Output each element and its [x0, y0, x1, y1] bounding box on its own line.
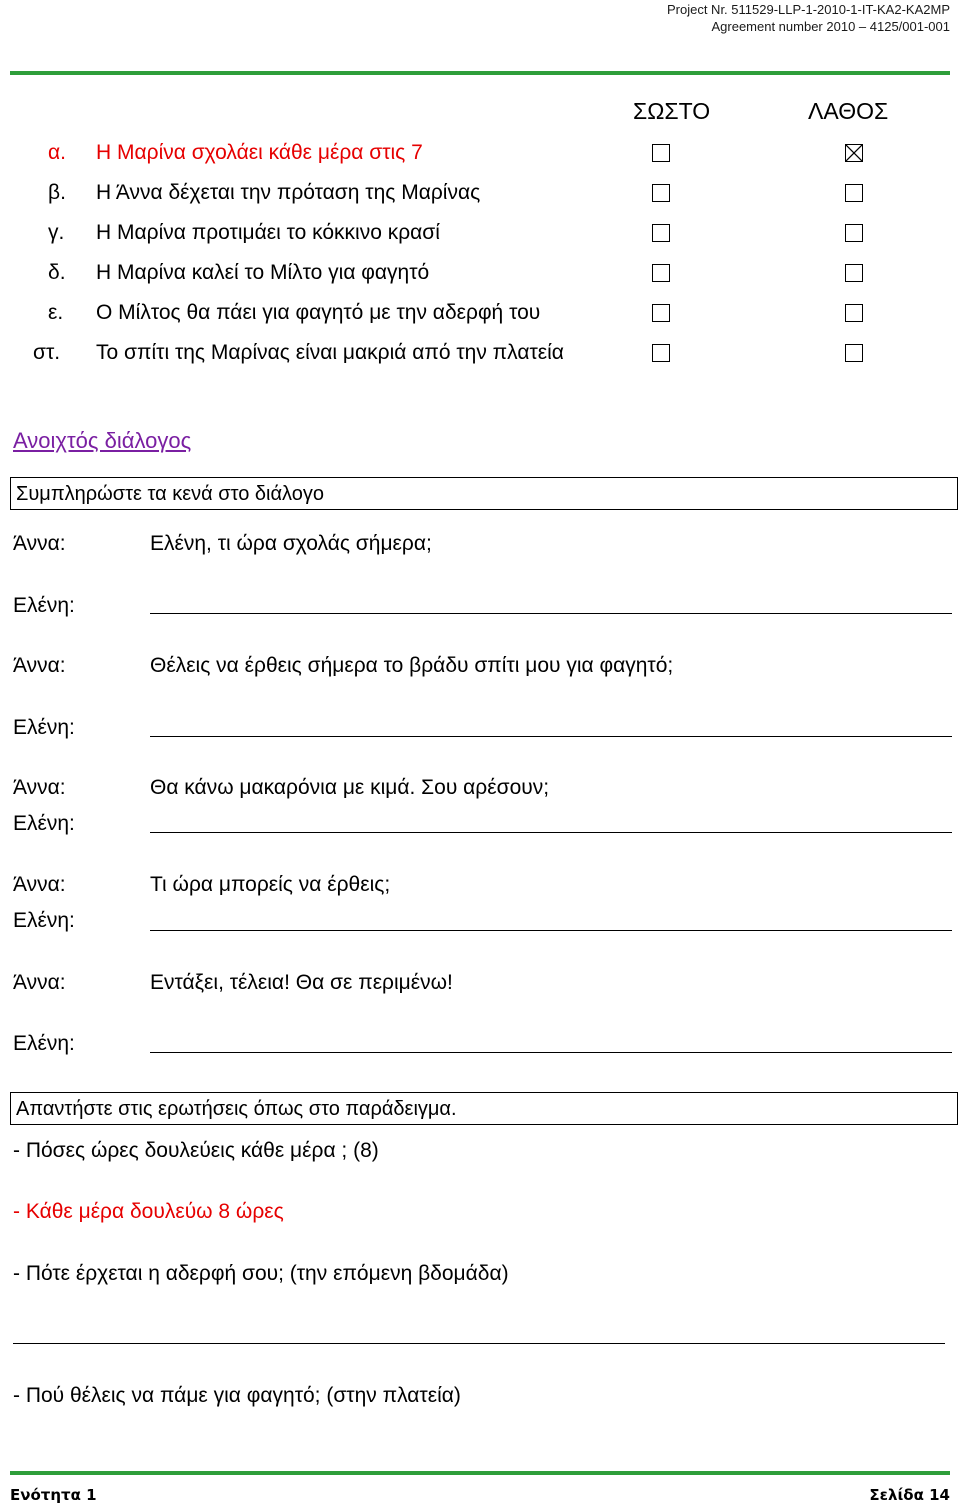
tf-row: [0, 341, 960, 381]
speaker-label: Άννα:: [13, 776, 66, 799]
true-checkbox[interactable]: [652, 264, 670, 282]
dialogue-line: Θα κάνω μακαρόνια με κιμά. Σου αρέσουν;: [150, 776, 550, 799]
answer-blank[interactable]: [150, 613, 952, 614]
question-item: - Πού θέλεις να πάμε για φαγητό; (στην πλατεία): [13, 1384, 461, 1407]
speaker-label: Ελένη:: [13, 594, 75, 617]
tf-row-statement: Ο Μίλτος θα πάει για φαγητό με την αδερφή του: [96, 301, 541, 324]
tf-row-statement: Η Μαρίνα προτιμάει το κόκκινο κρασί: [96, 221, 440, 244]
tf-row-statement: Η Μαρίνα σχολάει κάθε μέρα στις 7: [96, 141, 423, 164]
speaker-label: Άννα:: [13, 654, 66, 677]
tf-row: [0, 221, 960, 261]
tf-row-statement: Η Άννα δέχεται την πρόταση της Μαρίνας: [96, 181, 481, 204]
tf-row-number: δ.: [48, 261, 66, 284]
tf-row: [0, 141, 960, 181]
answer-blank[interactable]: [150, 832, 952, 833]
footer-rule: [10, 1471, 950, 1475]
agreement-number: Agreement number 2010 – 4125/001-001: [711, 19, 950, 34]
tf-row-number: στ.: [33, 341, 61, 364]
false-checkbox-checked[interactable]: [845, 144, 863, 162]
true-checkbox[interactable]: [652, 144, 670, 162]
speaker-label: Άννα:: [13, 971, 66, 994]
cross-mark-icon: [846, 145, 862, 161]
tf-row-statement: Το σπίτι της Μαρίνας είναι μακριά από την πλατεία: [96, 341, 564, 364]
answer-blank[interactable]: [150, 930, 952, 931]
questions-instruction: Απαντήστε στις ερωτήσεις όπως στο παράδειγμα.: [16, 1098, 457, 1120]
section-title: Ανοιχτός διάλογος: [13, 428, 192, 453]
false-checkbox[interactable]: [845, 224, 863, 242]
col-true-header: ΣΩΣΤΟ: [633, 98, 711, 124]
speaker-label: Άννα:: [13, 873, 66, 896]
answer-blank[interactable]: [13, 1343, 945, 1344]
tf-row-number: γ.: [48, 221, 65, 244]
dialogue-line: Ελένη, τι ώρα σχολάς σήμερα;: [150, 532, 432, 555]
true-checkbox[interactable]: [652, 344, 670, 362]
false-checkbox[interactable]: [845, 344, 863, 362]
tf-row-number: ε.: [48, 301, 64, 324]
tf-row-statement: Η Μαρίνα καλεί το Μίλτο για φαγητό: [96, 261, 430, 284]
question-item: - Πότε έρχεται η αδερφή σου; (την επόμενη βδομάδα): [13, 1262, 509, 1285]
speaker-label: Άννα:: [13, 532, 66, 555]
question-item: - Πόσες ώρες δουλεύεις κάθε μέρα ; (8): [13, 1139, 379, 1162]
false-checkbox[interactable]: [845, 304, 863, 322]
tf-row-number: β.: [48, 181, 66, 204]
header-rule: [10, 71, 950, 75]
dialogue-instruction: Συμπληρώστε τα κενά στο διάλογο: [16, 483, 324, 505]
true-checkbox[interactable]: [652, 224, 670, 242]
dialogue-line: Τι ώρα μπορείς να έρθεις;: [150, 873, 391, 896]
example-answer: - Κάθε μέρα δουλεύω 8 ώρες: [13, 1200, 284, 1223]
project-number: Project Nr. 511529-LLP-1-2010-1-IT-KA2-KA2MP: [666, 2, 950, 17]
dialogue-instruction-box: [10, 477, 958, 510]
true-checkbox[interactable]: [652, 304, 670, 322]
false-checkbox[interactable]: [845, 184, 863, 202]
tf-row-number: α.: [48, 141, 66, 164]
tf-row: [0, 181, 960, 221]
speaker-label: Ελένη:: [13, 909, 75, 932]
speaker-label: Ελένη:: [13, 812, 75, 835]
footer-section-label: Ενότητα 1: [10, 1486, 97, 1504]
questions-instruction-box: [10, 1092, 958, 1125]
footer: [10, 1486, 950, 1504]
col-false-header: ΛΑΘΟΣ: [808, 98, 889, 124]
dialogue-line: Θέλεις να έρθεις σήμερα το βράδυ σπίτι μου για φαγητό;: [150, 654, 674, 677]
footer-page-number: Σελίδα 14: [869, 1486, 950, 1504]
true-checkbox[interactable]: [652, 184, 670, 202]
false-checkbox[interactable]: [845, 264, 863, 282]
speaker-label: Ελένη:: [13, 716, 75, 739]
tf-row: [0, 261, 960, 301]
tf-row: [0, 301, 960, 341]
answer-blank[interactable]: [150, 1052, 952, 1053]
speaker-label: Ελένη:: [13, 1032, 75, 1055]
dialogue-line: Εντάξει, τέλεια! Θα σε περιμένω!: [150, 971, 453, 994]
answer-blank[interactable]: [150, 736, 952, 737]
